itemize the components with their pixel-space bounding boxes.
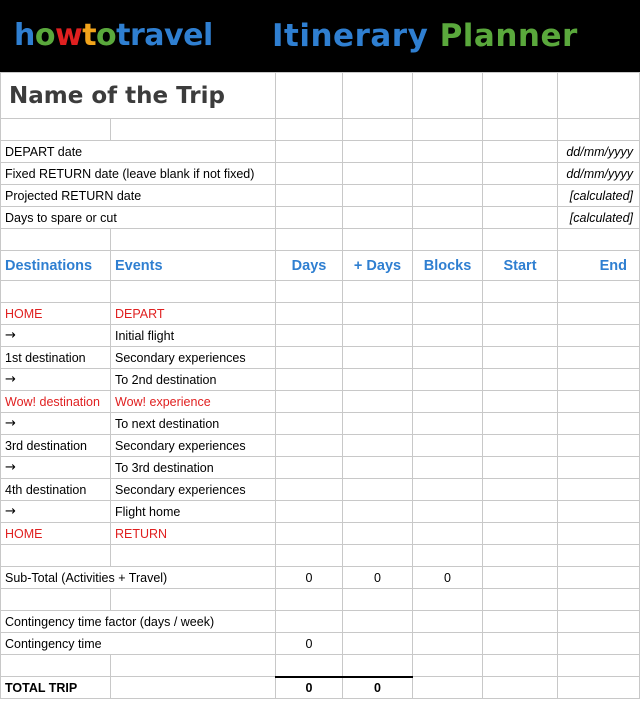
contingency-time-value: 0 <box>276 633 343 655</box>
empty-cell <box>343 611 413 633</box>
subtotal-days: 0 <box>276 567 343 589</box>
subtotal-blocks: 0 <box>413 567 483 589</box>
row-end[interactable] <box>558 347 640 369</box>
blank-row <box>1 589 640 611</box>
row-destination[interactable]: → <box>1 457 111 479</box>
row-days[interactable] <box>276 501 343 523</box>
empty-cell <box>413 545 483 567</box>
empty-cell <box>1 589 111 611</box>
empty-cell <box>558 589 640 611</box>
row-plus-days[interactable] <box>343 325 413 347</box>
logo-letter-o: o <box>34 18 55 53</box>
row-end[interactable] <box>558 413 640 435</box>
column-header-end: End <box>558 251 640 281</box>
empty-cell <box>111 589 276 611</box>
empty-cell <box>483 119 558 141</box>
logo-letter-h: h <box>14 18 35 53</box>
empty-cell <box>276 229 343 251</box>
row-destination[interactable]: → <box>1 413 111 435</box>
blank-row <box>1 119 640 141</box>
empty-cell <box>413 589 483 611</box>
projected-return-date-value: [calculated] <box>558 185 640 207</box>
empty-cell <box>558 567 640 589</box>
empty-cell <box>276 589 343 611</box>
empty-cell <box>276 545 343 567</box>
column-header-blocks: Blocks <box>413 251 483 281</box>
empty-cell <box>413 163 483 185</box>
column-header-days: Days <box>276 251 343 281</box>
row-plus-days[interactable] <box>343 457 413 479</box>
row-start[interactable] <box>483 435 558 457</box>
row-event[interactable]: To next destination <box>111 413 276 435</box>
row-destination[interactable]: → <box>1 369 111 391</box>
row-event[interactable]: Secondary experiences <box>111 435 276 457</box>
row-days[interactable] <box>276 369 343 391</box>
row-end[interactable] <box>558 391 640 413</box>
table-row <box>1 501 640 523</box>
empty-cell <box>1 281 111 303</box>
empty-cell <box>483 163 558 185</box>
row-end[interactable] <box>558 303 640 325</box>
row-plus-days[interactable] <box>343 347 413 369</box>
row-blocks[interactable] <box>413 325 483 347</box>
empty-cell <box>343 589 413 611</box>
row-days[interactable] <box>276 457 343 479</box>
empty-cell <box>111 655 276 677</box>
row-blocks[interactable] <box>413 457 483 479</box>
empty-cell <box>558 545 640 567</box>
row-end[interactable] <box>558 369 640 391</box>
column-header-destinations: Destinations <box>1 251 111 281</box>
trip-title[interactable]: Name of the Trip <box>1 73 276 119</box>
row-blocks[interactable] <box>413 413 483 435</box>
empty-cell <box>558 633 640 655</box>
table-row <box>1 347 640 369</box>
empty-cell <box>483 567 558 589</box>
blank-row <box>1 545 640 567</box>
row-plus-days[interactable] <box>343 303 413 325</box>
row-start[interactable] <box>483 303 558 325</box>
row-destination[interactable]: Wow! destination <box>1 391 111 413</box>
empty-cell <box>413 185 483 207</box>
row-destination[interactable]: HOME <box>1 523 111 545</box>
row-plus-days[interactable] <box>343 479 413 501</box>
total-plus-days: 0 <box>343 677 413 699</box>
days-to-spare-row <box>1 207 640 229</box>
total-days: 0 <box>276 677 343 699</box>
empty-cell <box>483 545 558 567</box>
empty-cell <box>343 141 413 163</box>
row-days[interactable] <box>276 391 343 413</box>
total-row <box>1 677 640 699</box>
page-title-word-itinerary: Itinerary <box>272 18 429 54</box>
projected-return-date-row <box>1 185 640 207</box>
row-blocks[interactable] <box>413 523 483 545</box>
howtotravel-logo <box>14 18 213 53</box>
empty-cell <box>413 73 483 119</box>
empty-cell <box>483 281 558 303</box>
table-row <box>1 479 640 501</box>
column-header-plus-days: + Days <box>343 251 413 281</box>
empty-cell <box>413 633 483 655</box>
contingency-factor-label: Contingency time factor (days / week) <box>1 611 276 633</box>
row-end[interactable] <box>558 325 640 347</box>
row-days[interactable] <box>276 303 343 325</box>
empty-cell <box>483 229 558 251</box>
row-event[interactable]: Secondary experiences <box>111 347 276 369</box>
page-title-word-planner: Planner <box>439 18 578 54</box>
empty-cell <box>343 163 413 185</box>
empty-cell <box>343 655 413 677</box>
row-start[interactable] <box>483 457 558 479</box>
row-start[interactable] <box>483 479 558 501</box>
empty-cell <box>343 119 413 141</box>
fixed-return-date-label: Fixed RETURN date (leave blank if not fixed) <box>1 163 276 185</box>
row-blocks[interactable] <box>413 501 483 523</box>
logo-word-travel: travel <box>116 18 213 53</box>
table-row <box>1 325 640 347</box>
empty-cell <box>1 229 111 251</box>
empty-cell <box>276 185 343 207</box>
days-to-spare-value: [calculated] <box>558 207 640 229</box>
empty-cell <box>483 185 558 207</box>
row-days[interactable] <box>276 413 343 435</box>
empty-cell <box>558 677 640 699</box>
blank-row <box>1 281 640 303</box>
empty-cell <box>276 141 343 163</box>
contingency-time-row <box>1 633 640 655</box>
row-start[interactable] <box>483 413 558 435</box>
fixed-return-date-value[interactable]: dd/mm/yyyy <box>558 163 640 185</box>
row-event[interactable]: Secondary experiences <box>111 479 276 501</box>
row-plus-days[interactable] <box>343 523 413 545</box>
row-event[interactable]: To 3rd destination <box>111 457 276 479</box>
empty-cell <box>483 589 558 611</box>
page-title <box>272 18 578 54</box>
empty-cell <box>276 207 343 229</box>
blank-row <box>1 229 640 251</box>
logo-letter-w: w <box>54 18 83 53</box>
row-plus-days[interactable] <box>343 391 413 413</box>
row-end[interactable] <box>558 435 640 457</box>
table-row <box>1 391 640 413</box>
empty-cell <box>413 207 483 229</box>
empty-cell <box>111 229 276 251</box>
empty-cell <box>343 545 413 567</box>
empty-cell <box>276 655 343 677</box>
row-destination[interactable]: → <box>1 325 111 347</box>
table-row <box>1 303 640 325</box>
empty-cell <box>276 73 343 119</box>
empty-cell <box>558 655 640 677</box>
empty-cell <box>483 677 558 699</box>
empty-cell <box>413 611 483 633</box>
empty-cell <box>111 677 276 699</box>
row-blocks[interactable] <box>413 435 483 457</box>
row-days[interactable] <box>276 523 343 545</box>
row-start[interactable] <box>483 347 558 369</box>
depart-date-value[interactable]: dd/mm/yyyy <box>558 141 640 163</box>
total-label: TOTAL TRIP <box>1 677 111 699</box>
row-destination[interactable]: 4th destination <box>1 479 111 501</box>
row-blocks[interactable] <box>413 369 483 391</box>
table-row <box>1 369 640 391</box>
row-end[interactable] <box>558 523 640 545</box>
subtotal-plus-days: 0 <box>343 567 413 589</box>
empty-cell <box>343 281 413 303</box>
empty-cell <box>483 207 558 229</box>
empty-cell <box>558 229 640 251</box>
empty-cell <box>1 119 111 141</box>
empty-cell <box>111 119 276 141</box>
contingency-factor-row <box>1 611 640 633</box>
column-header-start: Start <box>483 251 558 281</box>
row-plus-days[interactable] <box>343 501 413 523</box>
empty-cell <box>343 633 413 655</box>
empty-cell <box>558 73 640 119</box>
empty-cell <box>343 73 413 119</box>
row-start[interactable] <box>483 501 558 523</box>
row-plus-days[interactable] <box>343 413 413 435</box>
depart-date-row <box>1 141 640 163</box>
logo-letter-o2: o <box>96 18 117 53</box>
empty-cell <box>558 611 640 633</box>
empty-cell <box>111 281 276 303</box>
row-destination[interactable]: → <box>1 501 111 523</box>
contingency-factor-value[interactable] <box>276 611 343 633</box>
table-row <box>1 413 640 435</box>
empty-cell <box>343 229 413 251</box>
column-header-events: Events <box>111 251 276 281</box>
depart-date-label: DEPART date <box>1 141 276 163</box>
days-to-spare-label: Days to spare or cut <box>1 207 276 229</box>
subtotal-row <box>1 567 640 589</box>
row-event[interactable]: Initial flight <box>111 325 276 347</box>
empty-cell <box>276 119 343 141</box>
empty-cell <box>413 677 483 699</box>
empty-cell <box>483 73 558 119</box>
row-start[interactable] <box>483 325 558 347</box>
empty-cell <box>276 281 343 303</box>
empty-cell <box>413 119 483 141</box>
row-destination[interactable]: HOME <box>1 303 111 325</box>
itinerary-sheet <box>0 72 640 699</box>
empty-cell <box>483 141 558 163</box>
row-event[interactable]: To 2nd destination <box>111 369 276 391</box>
row-end[interactable] <box>558 457 640 479</box>
row-plus-days[interactable] <box>343 435 413 457</box>
row-days[interactable] <box>276 325 343 347</box>
subtotal-label: Sub-Total (Activities + Travel) <box>1 567 276 589</box>
row-blocks[interactable] <box>413 303 483 325</box>
empty-cell <box>343 207 413 229</box>
row-days[interactable] <box>276 347 343 369</box>
row-blocks[interactable] <box>413 391 483 413</box>
empty-cell <box>413 281 483 303</box>
empty-cell <box>111 545 276 567</box>
empty-cell <box>276 163 343 185</box>
row-event[interactable]: Flight home <box>111 501 276 523</box>
empty-cell <box>413 655 483 677</box>
row-start[interactable] <box>483 391 558 413</box>
empty-cell <box>483 655 558 677</box>
row-event[interactable]: Wow! experience <box>111 391 276 413</box>
empty-cell <box>558 119 640 141</box>
row-blocks[interactable] <box>413 347 483 369</box>
row-end[interactable] <box>558 479 640 501</box>
empty-cell <box>558 281 640 303</box>
blank-row <box>1 655 640 677</box>
row-start[interactable] <box>483 369 558 391</box>
row-days[interactable] <box>276 479 343 501</box>
trip-title-row <box>1 73 640 119</box>
table-header-row <box>1 251 640 281</box>
row-blocks[interactable] <box>413 479 483 501</box>
empty-cell <box>343 185 413 207</box>
row-destination[interactable]: 1st destination <box>1 347 111 369</box>
fixed-return-date-row <box>1 163 640 185</box>
contingency-time-label: Contingency time <box>1 633 276 655</box>
row-start[interactable] <box>483 523 558 545</box>
header-banner <box>0 0 640 72</box>
table-row <box>1 435 640 457</box>
empty-cell <box>1 655 111 677</box>
empty-cell <box>1 545 111 567</box>
empty-cell <box>413 141 483 163</box>
row-destination[interactable]: 3rd destination <box>1 435 111 457</box>
row-event[interactable]: DEPART <box>111 303 276 325</box>
empty-cell <box>483 611 558 633</box>
row-days[interactable] <box>276 435 343 457</box>
table-row <box>1 457 640 479</box>
empty-cell <box>483 633 558 655</box>
empty-cell <box>413 229 483 251</box>
row-plus-days[interactable] <box>343 369 413 391</box>
row-end[interactable] <box>558 501 640 523</box>
projected-return-date-label: Projected RETURN date <box>1 185 276 207</box>
logo-letter-t: t <box>82 18 97 53</box>
row-event[interactable]: RETURN <box>111 523 276 545</box>
table-row <box>1 523 640 545</box>
